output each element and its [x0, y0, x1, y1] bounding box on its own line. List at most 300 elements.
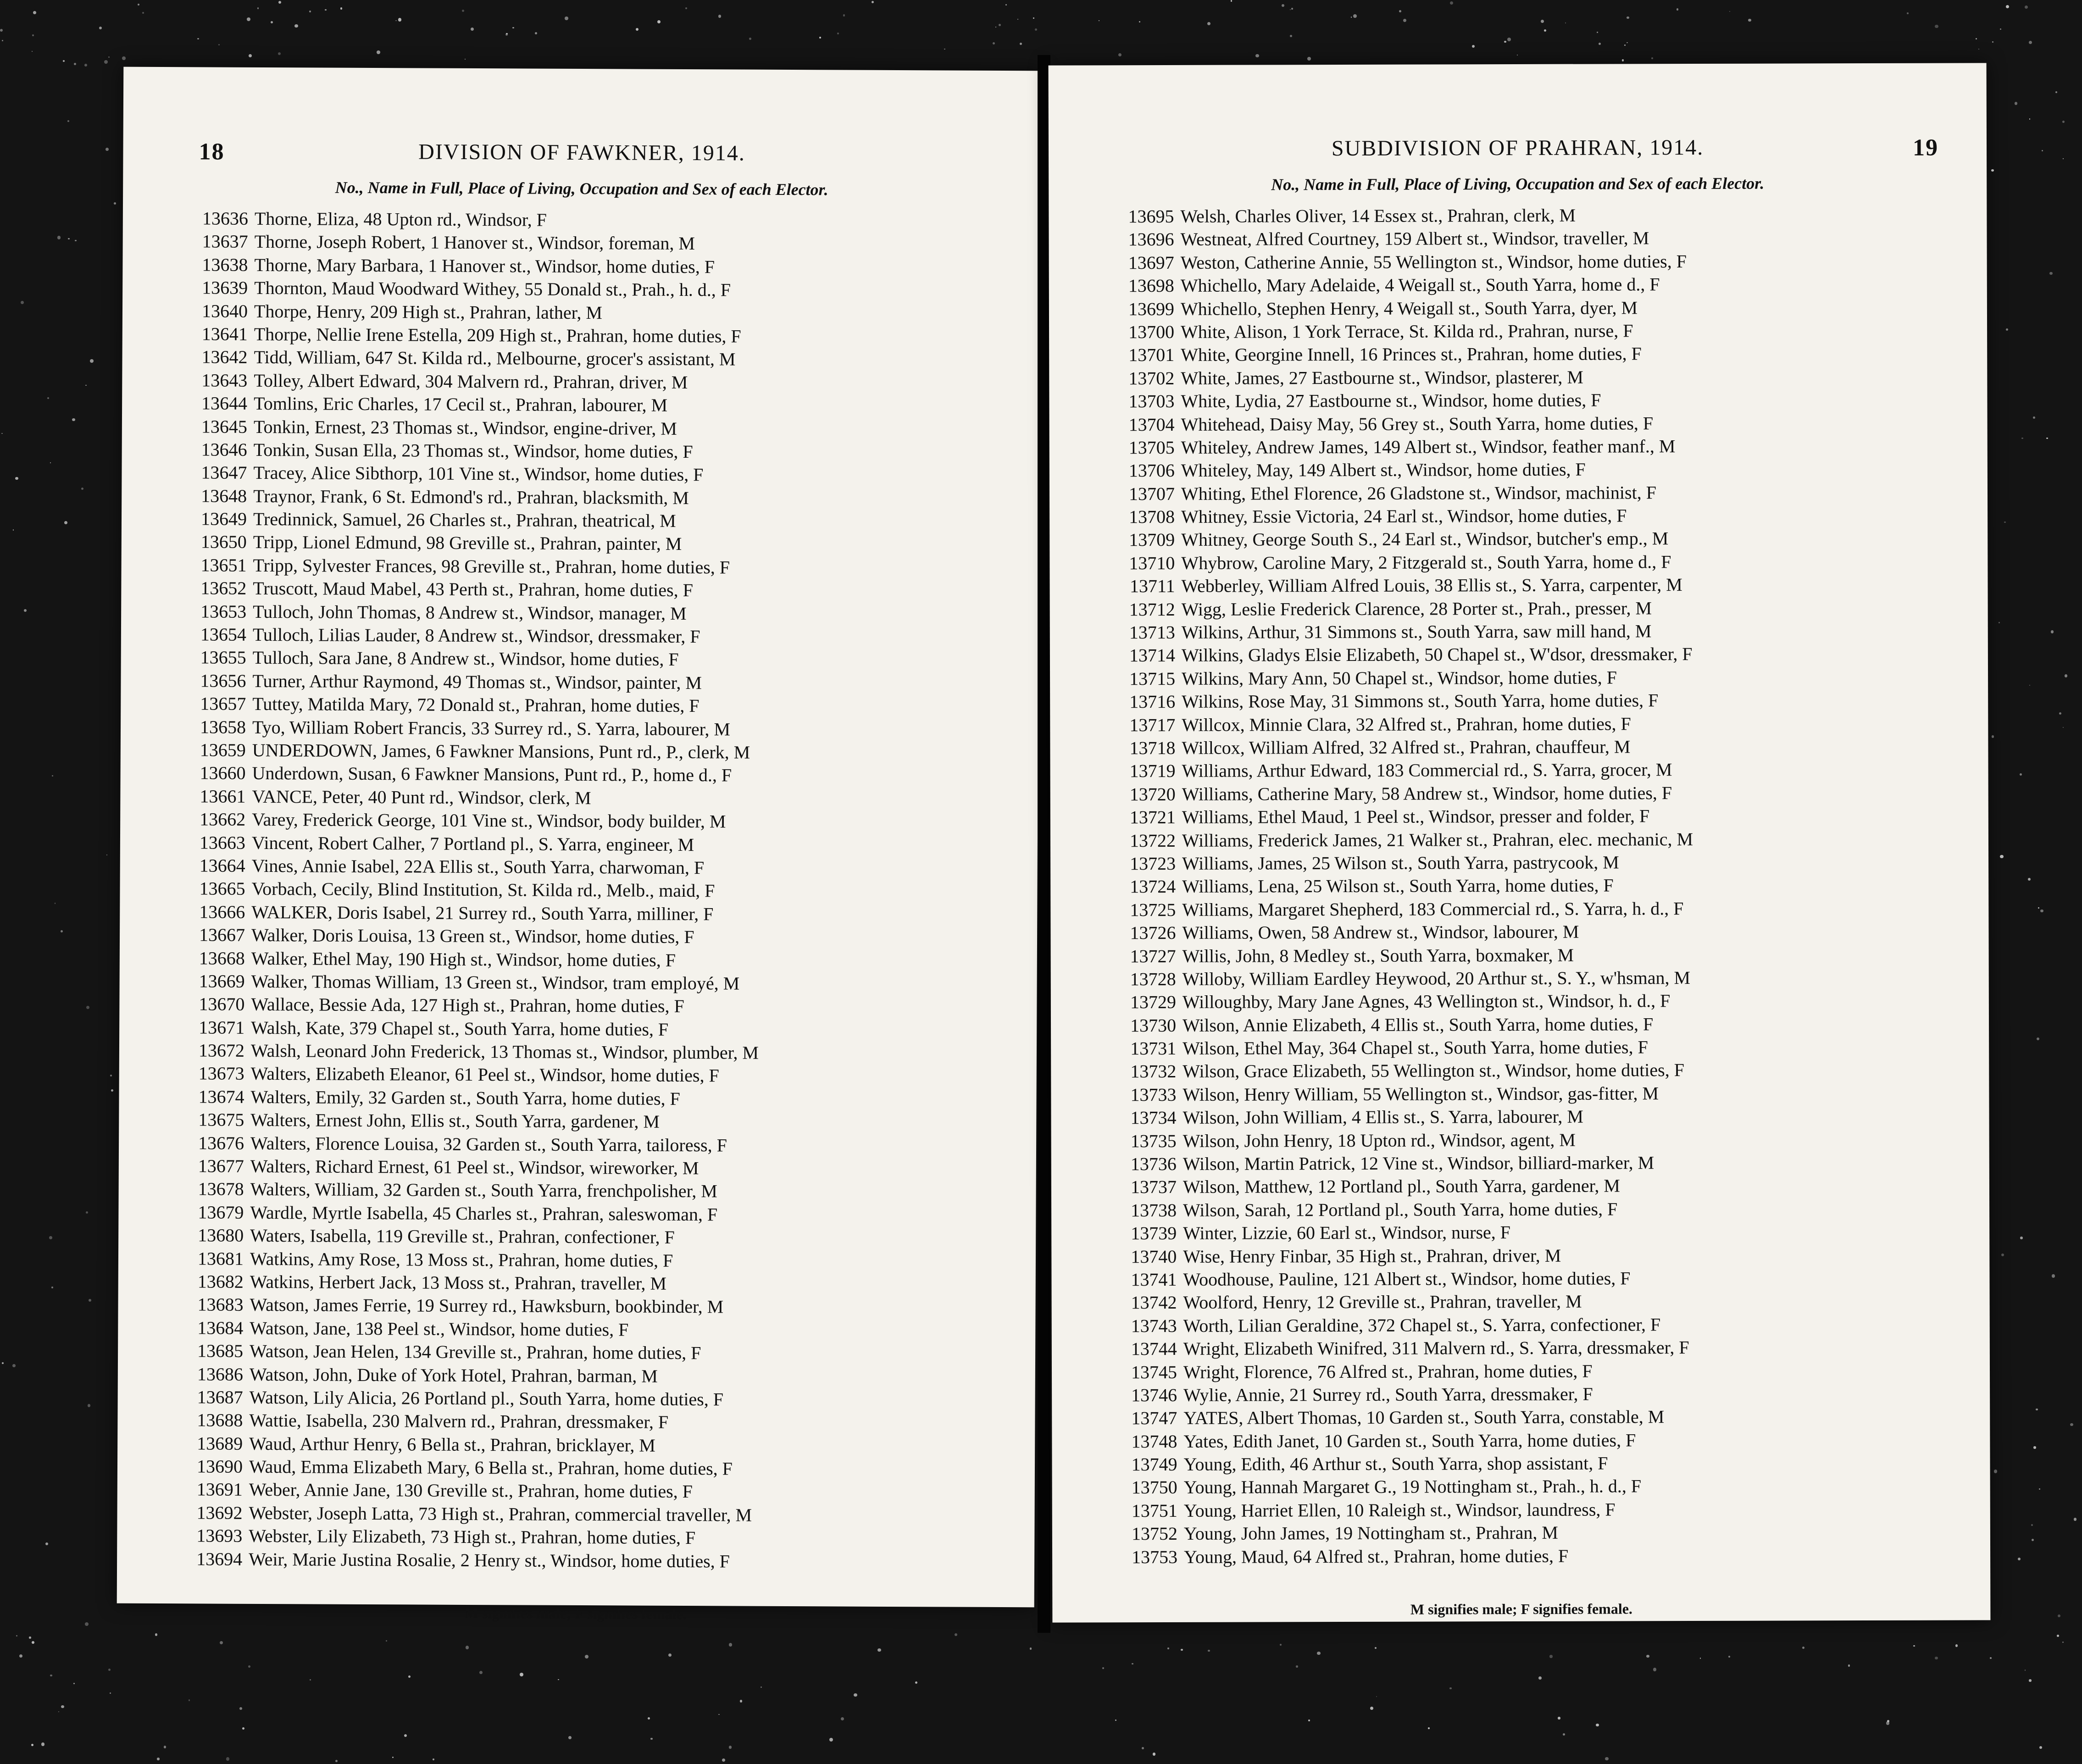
noise-speck	[740, 1700, 742, 1702]
elector-number: 13716	[1129, 691, 1176, 712]
noise-speck	[85, 385, 87, 386]
elector-number: 13723	[1130, 853, 1176, 874]
elector-entry	[183, 461, 1011, 488]
noise-speck	[155, 1633, 157, 1636]
noise-speck	[84, 64, 87, 67]
elector-details: Wright, Elizabeth Winifred, 311 Malvern rd., S. Yarra, dressmaker, F	[1183, 1337, 1689, 1359]
elector-details: Williams, Catherine Mary, 58 Andrew st., Windsor, home duties, F	[1182, 782, 1672, 804]
elector-number: 13676	[198, 1132, 244, 1154]
elector-number: 13637	[202, 231, 248, 252]
elector-details: Walker, Doris Louisa, 13 Green st., Windsor, home duties, F	[251, 924, 694, 948]
elector-number: 13679	[198, 1202, 244, 1223]
noise-speck	[72, 418, 75, 422]
elector-number: 13653	[200, 601, 247, 622]
elector-details: Tonkin, Ernest, 23 Thomas st., Windsor, engine-driver, M	[253, 416, 677, 439]
noise-speck	[636, 28, 638, 31]
noise-speck	[64, 521, 67, 524]
elector-entry	[1111, 549, 1960, 575]
elector-entry	[1113, 1081, 1961, 1106]
elector-details: Young, John James, 19 Nottingham st., Prahran, M	[1183, 1522, 1558, 1544]
elector-number: 13673	[198, 1063, 244, 1084]
elector-number: 13698	[1128, 275, 1174, 296]
elector-details: Truscott, Maud Mabel, 43 Perth st., Prahran, home duties, F	[253, 578, 694, 601]
elector-entry	[181, 993, 1009, 1020]
noise-speck	[1115, 1720, 1116, 1721]
elector-entry	[179, 1478, 1007, 1505]
elector-details: Thorpe, Henry, 209 High st., Prahran, lather, M	[254, 300, 603, 323]
elector-number: 13650	[200, 531, 247, 553]
elector-details: Whichello, Stephen Henry, 4 Weigall st., South Yarra, dyer, M	[1180, 297, 1638, 319]
noise-speck	[81, 488, 84, 490]
elector-entry	[182, 762, 1010, 788]
noise-speck	[220, 1641, 223, 1644]
elector-entry	[180, 1270, 1008, 1297]
elector-entry	[1110, 203, 1959, 228]
noise-speck	[189, 1699, 190, 1701]
elector-details: Walters, Florence Louisa, 32 Garden st., South Yarra, tailoress, F	[250, 1132, 727, 1156]
elector-entry	[182, 970, 1010, 996]
noise-speck	[2029, 1679, 2031, 1681]
noise-speck	[1353, 14, 1357, 18]
elector-entry	[1113, 1127, 1962, 1153]
noise-speck	[565, 17, 568, 20]
noise-speck	[1848, 1664, 1850, 1667]
elector-entry	[185, 207, 1013, 233]
elector-details: Weir, Marie Justina Rosalie, 2 Henry st., Windsor, home duties, F	[249, 1548, 730, 1572]
noise-speck	[0, 29, 3, 32]
noise-speck	[2037, 1037, 2040, 1041]
elector-details: WALKER, Doris Isabel, 21 Surrey rd., South Yarra, milliner, F	[251, 901, 714, 925]
elector-entry	[183, 716, 1010, 742]
elector-number: 13654	[200, 624, 247, 645]
elector-entry	[181, 1016, 1009, 1043]
elector-number: 13683	[197, 1294, 244, 1315]
elector-entry	[1111, 249, 1960, 274]
elector-number: 13641	[201, 323, 248, 344]
elector-entry	[1113, 1035, 1961, 1060]
noise-speck	[2063, 158, 2064, 159]
elector-details: Webster, Joseph Latta, 73 High st., Prahran, commercial traveller, M	[249, 1502, 752, 1525]
noise-speck	[841, 1717, 844, 1720]
elector-entry	[1114, 1474, 1963, 1499]
noise-speck	[2058, 1614, 2060, 1617]
elector-number: 13689	[197, 1433, 243, 1454]
elector-number: 13681	[197, 1248, 244, 1269]
elector-details: Tulloch, Sara Jane, 8 Andrew st., Windsor, home duties, F	[252, 647, 679, 670]
noise-speck	[650, 1738, 653, 1740]
noise-speck	[1653, 1668, 1656, 1671]
noise-speck	[50, 462, 51, 463]
elector-details: Williams, Arthur Edward, 183 Commercial rd., S. Yarra, grocer, M	[1182, 759, 1672, 782]
noise-speck	[197, 38, 199, 40]
noise-speck	[1728, 1656, 1730, 1658]
noise-speck	[1153, 1753, 1155, 1755]
noise-speck	[761, 1686, 762, 1688]
noise-speck	[2025, 6, 2028, 9]
noise-speck	[90, 359, 94, 363]
elector-number: 13656	[200, 670, 246, 691]
left-page-title: DIVISION OF FAWKNER, 1914.	[418, 139, 745, 166]
noise-speck	[657, 20, 661, 23]
elector-entry	[1114, 1428, 1962, 1453]
elector-entry	[182, 831, 1010, 858]
elector-number: 13720	[1129, 783, 1176, 804]
elector-details: Varey, Frederick George, 101 Vine st., Windsor, body builder, M	[252, 809, 726, 832]
noise-speck	[86, 1006, 89, 1009]
noise-speck	[1167, 1648, 1169, 1649]
elector-details: UNDERDOWN, James, 6 Fawkner Mansions, Punt rd., P., clerk, M	[252, 739, 750, 763]
elector-entry	[1113, 1104, 1962, 1130]
elector-entry	[184, 392, 1012, 418]
elector-number: 13661	[200, 786, 246, 807]
elector-number: 13748	[1131, 1431, 1177, 1452]
elector-details: Walker, Ethel May, 190 High st., Windsor, home duties, F	[251, 948, 676, 971]
noise-speck	[278, 52, 281, 55]
noise-speck	[1255, 54, 1259, 58]
noise-speck	[2020, 1237, 2022, 1239]
elector-details: Turner, Arthur Raymond, 49 Thomas st., Windsor, painter, M	[252, 670, 702, 693]
noise-speck	[157, 1758, 159, 1760]
elector-details: Weston, Catherine Annie, 55 Wellington st., Windsor, home duties, F	[1180, 250, 1687, 273]
noise-speck	[1102, 1667, 1105, 1670]
noise-speck	[325, 9, 327, 11]
elector-details: Wilson, John William, 4 Ellis st., S. Yarra, labourer, M	[1183, 1106, 1583, 1128]
elector-number: 13710	[1129, 552, 1175, 574]
noise-speck	[1376, 1696, 1377, 1697]
elector-details: Tripp, Lionel Edmund, 98 Greville st., Prahran, painter, M	[253, 532, 682, 555]
elector-number: 13672	[198, 1040, 245, 1061]
elector-details: Tuttey, Matilda Mary, 72 Donald st., Prahran, home duties, F	[252, 693, 700, 716]
noise-speck	[248, 1665, 250, 1668]
noise-speck	[837, 33, 839, 34]
elector-number: 13728	[1130, 968, 1176, 990]
elector-entry	[1113, 965, 1961, 991]
right-page-title: SUBDIVISION OF PRAHRAN, 1914.	[1331, 135, 1704, 161]
elector-details: Watson, John, Duke of York Hotel, Prahran, barman, M	[249, 1364, 658, 1387]
noise-speck	[2006, 5, 2009, 8]
noise-speck	[1992, 735, 1994, 738]
elector-entry	[181, 1154, 1009, 1181]
noise-speck	[1935, 25, 1938, 28]
elector-details: Wallace, Bessie Ada, 127 High st., Prahran, home duties, F	[251, 994, 684, 1017]
elector-details: Walsh, Kate, 379 Chapel st., South Yarra, home duties, F	[251, 1017, 669, 1040]
elector-details: Wilkins, Mary Ann, 50 Chapel st., Windsor, home duties, F	[1182, 667, 1617, 689]
elector-entry	[1113, 1197, 1962, 1222]
noise-speck	[465, 59, 466, 60]
noise-speck	[1033, 17, 1034, 19]
noise-speck	[41, 1742, 44, 1746]
noise-speck	[843, 14, 845, 16]
elector-number: 13639	[202, 277, 248, 299]
elector-details: Willcox, Minnie Clara, 32 Alfred st., Prahran, home duties, F	[1182, 713, 1631, 735]
elector-number: 13715	[1129, 668, 1176, 689]
elector-number: 13709	[1129, 529, 1175, 550]
noise-speck	[1976, 38, 1977, 39]
elector-entry	[1111, 457, 1960, 483]
elector-entry	[180, 1339, 1008, 1366]
elector-details: Williams, Lena, 25 Wilson st., South Yarra, home duties, F	[1182, 875, 1614, 897]
elector-entry	[183, 554, 1011, 580]
noise-speck	[718, 1714, 720, 1715]
noise-speck	[114, 202, 116, 205]
noise-speck	[2070, 1423, 2073, 1426]
noise-speck	[52, 775, 54, 777]
noise-speck	[993, 42, 995, 44]
elector-entry	[1112, 619, 1960, 644]
noise-speck	[1886, 1721, 1889, 1725]
noise-speck	[1290, 9, 1291, 10]
elector-number: 13667	[199, 924, 245, 945]
elector-number: 13719	[1129, 760, 1176, 782]
elector-entry	[1114, 1497, 1963, 1522]
elector-number: 13706	[1128, 460, 1175, 481]
elector-entry	[180, 1293, 1008, 1320]
elector-number: 13646	[201, 439, 247, 460]
elector-details: Walters, Ernest John, Ellis st., South Yarra, gardener, M	[250, 1109, 660, 1132]
elector-number: 13694	[196, 1548, 243, 1570]
elector-number: 13671	[199, 1017, 245, 1038]
noise-speck	[1181, 1649, 1183, 1651]
noise-speck	[1504, 41, 1506, 43]
noise-speck	[2, 40, 3, 41]
elector-entry	[1112, 804, 1961, 829]
elector-number: 13707	[1128, 483, 1175, 504]
elector-entry	[1112, 596, 1960, 621]
elector-entry	[1111, 480, 1960, 505]
elector-number: 13659	[200, 739, 246, 760]
left-page-number: 18	[199, 139, 225, 165]
elector-details: Wilson, Grace Elizabeth, 55 Wellington st., Windsor, home duties, F	[1183, 1060, 1685, 1082]
elector-details: Woodhouse, Pauline, 121 Albert st., Windsor, home duties, F	[1183, 1268, 1631, 1290]
elector-entry	[1111, 527, 1960, 552]
elector-details: Whiteley, May, 149 Albert st., Windsor, home duties, F	[1181, 459, 1586, 481]
elector-number: 13692	[196, 1502, 243, 1523]
elector-details: Willoughby, Mary Jane Agnes, 43 Wellington st., Windsor, h. d., F	[1182, 990, 1671, 1013]
elector-number: 13717	[1129, 714, 1176, 735]
noise-speck	[398, 18, 402, 22]
elector-number: 13718	[1129, 737, 1176, 759]
noise-speck	[1450, 1, 1453, 5]
noise-speck	[2004, 521, 2005, 523]
elector-entry	[179, 1432, 1007, 1459]
noise-speck	[1208, 1650, 1210, 1652]
noise-speck	[392, 1757, 394, 1758]
noise-speck	[944, 49, 945, 50]
elector-entry	[184, 369, 1012, 395]
elector-details: Wilkins, Rose May, 31 Simmons st., South Yarra, home duties, F	[1182, 690, 1659, 712]
noise-speck	[89, 1299, 91, 1302]
elector-entry	[184, 322, 1012, 349]
elector-details: Williams, James, 25 Wilson st., South Yarra, pastrycook, M	[1182, 852, 1619, 874]
noise-speck	[257, 7, 259, 9]
noise-speck	[49, 1236, 52, 1239]
elector-number: 13724	[1130, 876, 1176, 897]
elector-details: Tomlins, Eric Charles, 17 Cecil st., Prahran, labourer, M	[254, 393, 668, 416]
elector-entry	[184, 276, 1012, 303]
noise-speck	[13, 529, 14, 530]
elector-entry	[179, 1501, 1007, 1528]
elector-details: Woolford, Henry, 12 Greville st., Prahran, traveller, M	[1183, 1291, 1582, 1313]
noise-speck	[1627, 17, 1629, 19]
elector-entry	[1114, 1520, 1963, 1546]
elector-details: Whybrow, Caroline Mary, 2 Fitzgerald st., South Yarra, home d., F	[1181, 551, 1671, 573]
noise-speck	[2029, 118, 2031, 120]
elector-number: 13741	[1131, 1269, 1177, 1290]
noise-speck	[1541, 20, 1544, 23]
elector-number: 13732	[1130, 1061, 1177, 1082]
elector-number: 13669	[199, 971, 245, 992]
left-elector-list	[179, 207, 1013, 1574]
elector-number: 13658	[200, 716, 246, 738]
elector-details: Waud, Arthur Henry, 6 Bella st., Prahran, bricklayer, M	[249, 1433, 656, 1456]
elector-entry	[184, 300, 1012, 326]
elector-entry	[1112, 711, 1960, 737]
elector-number: 13702	[1128, 367, 1175, 388]
elector-entry	[183, 600, 1011, 627]
noise-speck	[2020, 773, 2022, 776]
elector-number: 13666	[199, 901, 245, 922]
elector-number: 13735	[1130, 1130, 1177, 1151]
noise-speck	[2036, 1409, 2038, 1411]
elector-details: Willis, John, 8 Medley st., South Yarra, boxmaker, M	[1182, 944, 1574, 966]
noise-speck	[61, 930, 63, 933]
elector-number: 13670	[199, 993, 245, 1015]
elector-number: 13714	[1129, 645, 1175, 666]
noise-speck	[829, 1738, 833, 1742]
noise-speck	[558, 1679, 559, 1680]
noise-speck	[1132, 1663, 1133, 1664]
noise-speck	[877, 1648, 881, 1652]
elector-entry	[181, 1178, 1009, 1204]
elector-details: Waud, Emma Elizabeth Mary, 6 Bella st., Prahran, home duties, F	[249, 1456, 733, 1479]
elector-entry	[183, 692, 1010, 719]
elector-number: 13704	[1128, 414, 1175, 435]
elector-details: Whiting, Ethel Florence, 26 Gladstone st., Windsor, machinist, F	[1181, 482, 1656, 504]
noise-speck	[110, 1692, 111, 1694]
elector-number: 13686	[197, 1363, 243, 1385]
noise-speck	[395, 20, 396, 21]
elector-details: Tidd, William, 647 St. Kilda rd., Melbourne, grocer's assistant, M	[254, 347, 736, 370]
elector-details: Tulloch, Lilias Lauder, 8 Andrew st., Windsor, dressmaker, F	[252, 624, 700, 647]
elector-details: Thorne, Eliza, 48 Upton rd., Windsor, F	[254, 208, 547, 230]
right-page-subtitle: No., Name in Full, Place of Living, Occupation and Sex of each Elector.	[1271, 174, 1765, 194]
noise-speck	[1994, 1470, 1998, 1473]
noise-speck	[1748, 19, 1751, 22]
noise-speck	[104, 60, 108, 64]
noise-speck	[1370, 1707, 1373, 1710]
elector-details: Watkins, Amy Rose, 13 Moss st., Prahran, home duties, F	[250, 1248, 673, 1271]
noise-speck	[2033, 416, 2036, 419]
noise-speck	[32, 51, 33, 52]
elector-number: 13695	[1128, 205, 1174, 227]
noise-speck	[1622, 59, 1624, 61]
right-elector-list	[1110, 203, 1963, 1569]
elector-entry	[183, 507, 1011, 534]
noise-speck	[1142, 1747, 1144, 1749]
elector-entry	[1112, 827, 1961, 852]
elector-details: Young, Hannah Margaret G., 19 Nottingham st., Prah., h. d., F	[1183, 1476, 1642, 1498]
elector-details: Young, Edith, 46 Arthur st., South Yarra, shop assistant, F	[1183, 1453, 1608, 1475]
elector-number: 13726	[1130, 922, 1176, 943]
noise-speck	[86, 1211, 89, 1214]
elector-number: 13647	[201, 462, 247, 483]
elector-details: Wilson, Henry William, 55 Wellington st., Windsor, gas-fitter, M	[1183, 1083, 1659, 1105]
right-page-footer: M signifies male; F signifies female.	[1410, 1600, 1632, 1618]
elector-number: 13744	[1131, 1338, 1177, 1359]
elector-details: Walters, William, 32 Garden st., South Yarra, frenchpolisher, M	[250, 1179, 717, 1202]
elector-number: 13662	[200, 809, 246, 830]
elector-number: 13660	[200, 762, 246, 784]
elector-number: 13733	[1130, 1084, 1177, 1105]
noise-speck	[110, 1075, 112, 1076]
elector-details: YATES, Albert Thomas, 10 Garden st., South Yarra, constable, M	[1183, 1406, 1665, 1429]
noise-speck	[999, 24, 1001, 26]
elector-number: 13727	[1130, 945, 1176, 966]
noise-speck	[668, 1653, 672, 1657]
elector-details: Thorpe, Nellie Irene Estella, 209 High st., Prahran, home duties, F	[254, 323, 741, 347]
elector-number: 13730	[1130, 1015, 1177, 1036]
noise-speck	[226, 1757, 229, 1760]
elector-entry	[182, 900, 1010, 927]
noise-speck	[479, 1671, 483, 1674]
noise-speck	[294, 24, 298, 28]
noise-speck	[1700, 1658, 1701, 1659]
elector-entry	[1111, 573, 1960, 598]
noise-speck	[1005, 4, 1007, 6]
elector-number: 13648	[201, 485, 247, 506]
noise-speck	[568, 1736, 572, 1739]
noise-speck	[1280, 1644, 1282, 1646]
noise-speck	[1907, 12, 1909, 14]
elector-details: Walters, Richard Ernest, 61 Peel st., Windsor, wireworker, M	[250, 1155, 699, 1179]
noise-speck	[15, 477, 18, 480]
elector-details: Young, Maud, 64 Alfred st., Prahran, home duties, F	[1184, 1545, 1569, 1567]
elector-details: Willcox, William Alfred, 32 Alfred st., Prahran, chauffeur, M	[1182, 736, 1631, 758]
noise-speck	[2063, 727, 2064, 728]
elector-number: 13699	[1128, 298, 1175, 319]
noise-speck	[2, 1362, 4, 1364]
noise-speck	[1290, 35, 1292, 37]
elector-entry	[183, 531, 1011, 557]
elector-number: 13734	[1130, 1107, 1177, 1128]
elector-details: Webster, Lily Elizabeth, 73 High st., Prahran, home duties, F	[249, 1525, 696, 1548]
elector-entry	[184, 253, 1012, 280]
noise-speck	[1, 433, 3, 434]
elector-details: Watkins, Herbert Jack, 13 Moss st., Prahran, traveller, M	[250, 1271, 667, 1294]
noise-speck	[854, 1693, 857, 1697]
elector-entry	[1112, 734, 1960, 760]
elector-entry	[1113, 1220, 1962, 1245]
noise-speck	[2074, 1518, 2076, 1520]
noise-speck	[1624, 44, 1626, 46]
elector-details: Wilson, Annie Elizabeth, 4 Ellis st., South Yarra, home duties, F	[1182, 1013, 1654, 1036]
elector-entry	[1114, 1543, 1963, 1569]
noise-speck	[471, 28, 474, 31]
noise-speck	[1549, 1655, 1552, 1658]
elector-entry	[179, 1409, 1007, 1436]
elector-entry	[1114, 1381, 1962, 1407]
elector-details: Vincent, Robert Calher, 7 Portland pl., S. Yarra, engineer, M	[251, 832, 694, 855]
noise-speck	[73, 1683, 75, 1684]
elector-number: 13685	[197, 1340, 244, 1361]
noise-speck	[1538, 1676, 1542, 1680]
noise-speck	[75, 240, 76, 241]
noise-speck	[1282, 4, 1284, 7]
noise-speck	[105, 148, 109, 151]
noise-speck	[242, 1727, 244, 1730]
elector-number: 13668	[199, 947, 245, 969]
elector-number: 13739	[1131, 1223, 1177, 1244]
